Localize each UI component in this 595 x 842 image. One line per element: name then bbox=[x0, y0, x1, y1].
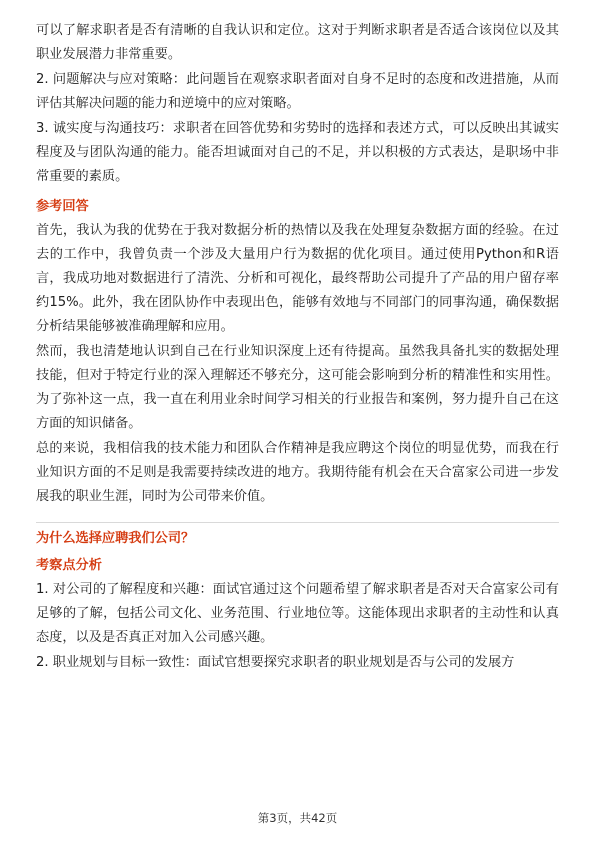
question-title: 为什么选择应聘我们公司？ bbox=[36, 531, 195, 546]
reference-paragraph-3: 总的来说，我相信我的技术能力和团队合作精神是我应聘这个岗位的明显优势，而我在行业知识方面的不足则是我需要持续改进的地方。我期待能有机会在天合富家公司进一步发展我的职业生涯，同时为公司带来价值。 bbox=[36, 441, 559, 504]
analysis-paragraph-2: 2. 职业规划与目标一致性：面试官想要探究求职者的职业规划是否与公司的发展方 bbox=[36, 655, 515, 670]
intro-paragraph-2: 2. 问题解决与应对策略：此问题旨在观察求职者面对自身不足时的态度和改进措施，从而评估其解决问题的能力和逆境中的应对策略。 bbox=[36, 72, 559, 111]
reference-paragraph-1: 首先，我认为我的优势在于我对数据分析的热情以及我在处理复杂数据方面的经验。在过去的工作中，我曾负责一个涉及大量用户行为数据的优化项目。通过使用Python和R语言，我成功地对数据进行了清洗、分析和可视化，最终帮助公司提升了产品的用户留存率约15%。此外，我在团队协作中表现出色，能够有效地与不同部门的同事沟通，确保数据分析结果能够被准确理解和应用。 bbox=[36, 223, 559, 334]
reference-paragraph-2: 然而，我也清楚地认识到自己在行业知识深度上还有待提高。虽然我具备扎实的数据处理技能，但对于特定行业的深入理解还不够充分，这可能会影响到分析的精准性和实用性。为了弥补这一点，我一直在利用业余时间学习相关的行业报告和案例，努力提升自己在这方面的知识储备。 bbox=[36, 344, 559, 431]
page-footer: 第3页，共42页 bbox=[257, 811, 338, 825]
intro-paragraph-1: 可以了解求职者是否有清晰的自我认识和定位。这对于判断求职者是否适合该岗位以及其职业发展潜力非常重要。 bbox=[36, 23, 559, 62]
document-body bbox=[36, 19, 559, 675]
analysis-heading: 考察点分析 bbox=[36, 558, 102, 573]
section-divider bbox=[36, 522, 559, 523]
intro-paragraph-3: 3. 诚实度与沟通技巧：求职者在回答优势和劣势时的选择和表述方式，可以反映出其诚实程度及与团队沟通的能力。能否坦诚面对自己的不足，并以积极的方式表达，是职场中非常重要的素质。 bbox=[36, 121, 559, 184]
analysis-paragraph-1: 1. 对公司的了解程度和兴趣：面试官通过这个问题希望了解求职者是否对天合富家公司有足够的了解，包括公司文化、业务范围、行业地位等。这能体现出求职者的主动性和认真态度，以及是否真正对加入公司感兴趣。 bbox=[36, 582, 559, 645]
reference-answer-heading: 参考回答 bbox=[36, 199, 89, 214]
